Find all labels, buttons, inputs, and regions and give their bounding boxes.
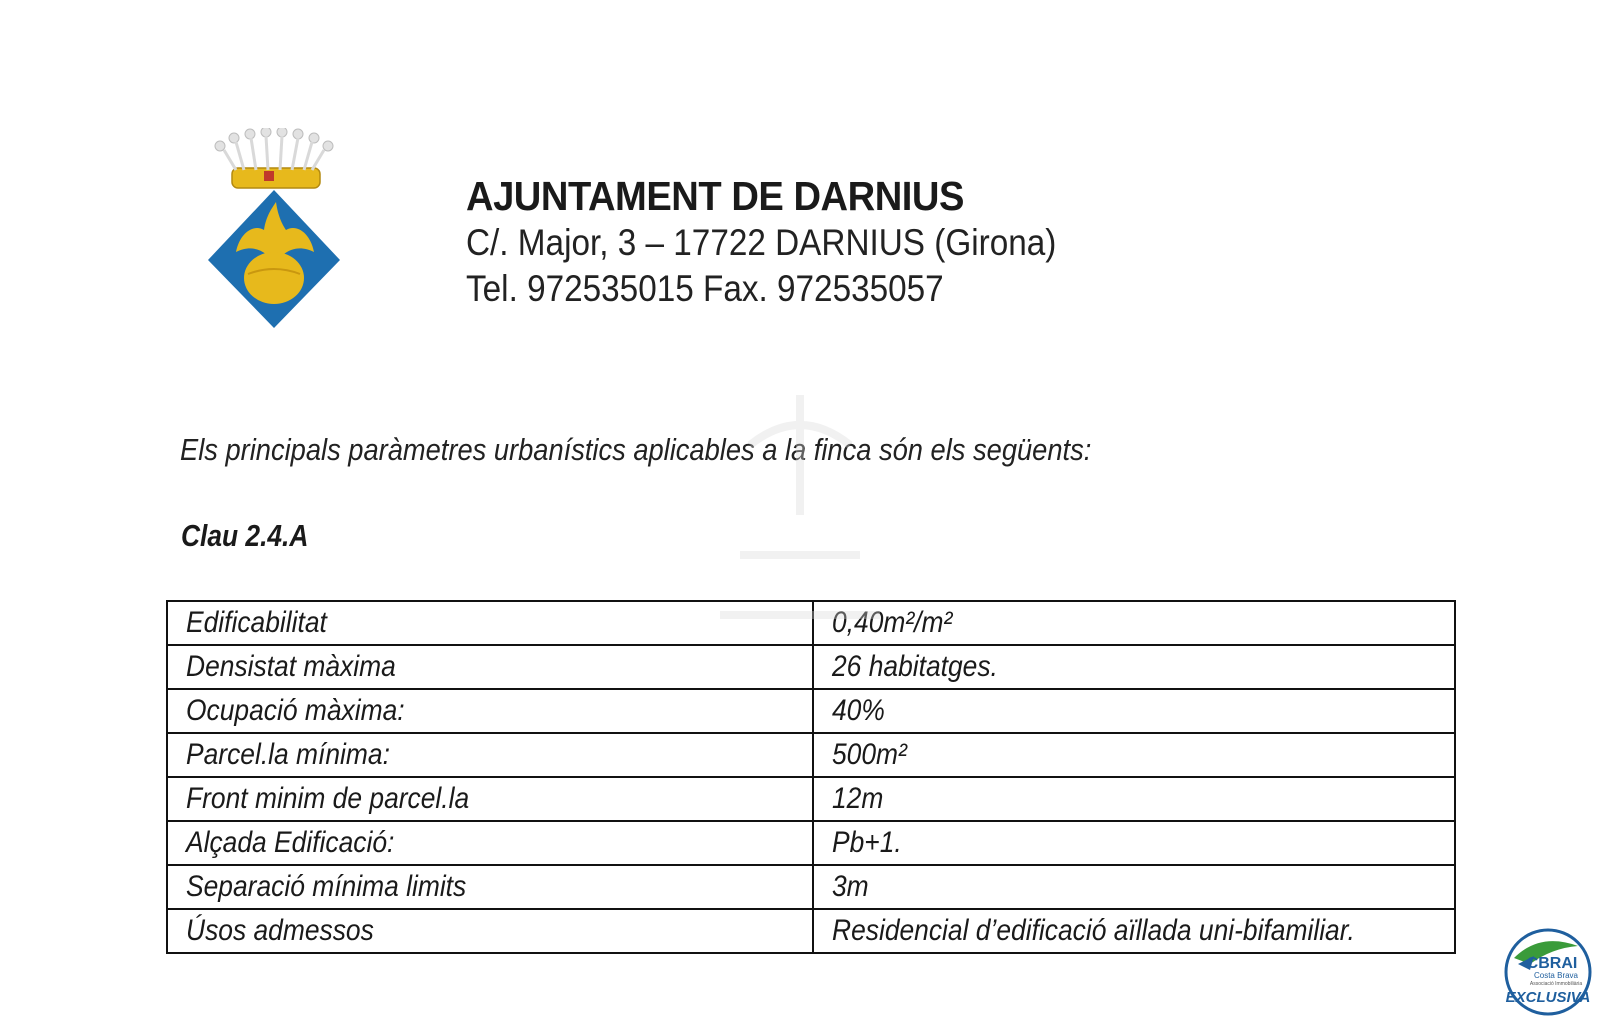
param-value: 3m [813, 865, 1455, 909]
badge-sub: Costa Brava [1533, 971, 1579, 980]
param-label: Edificabilitat [167, 601, 813, 645]
parameters-table [166, 600, 1456, 954]
table-row [167, 821, 1455, 865]
badge-sub2: Associació Immobiliària [1529, 981, 1583, 987]
table-row [167, 909, 1455, 953]
param-value: Residencial d’edificació aïllada uni-bifamiliar. [813, 909, 1455, 953]
param-label: Ocupació màxima: [167, 689, 813, 733]
org-phone-fax: Tel. 972535015 Fax. 972535057 [466, 268, 944, 309]
param-label: Alçada Edificació: [167, 821, 813, 865]
table-row [167, 777, 1455, 821]
table-row [167, 601, 1455, 645]
param-value: 500m² [813, 733, 1455, 777]
badge-name: CBRAI [1526, 955, 1578, 972]
param-label: Front minim de parcel.la [167, 777, 813, 821]
badge-tag: EXCLUSIVA [1505, 989, 1591, 1006]
intro-text: Els principals paràmetres urbanístics aplicables a la finca són els següents: [180, 432, 1092, 467]
param-value: 0,40m²/m² [813, 601, 1455, 645]
table-row [167, 733, 1455, 777]
table-row [167, 645, 1455, 689]
coat-of-arms-logo [206, 128, 342, 334]
param-label: Separació mínima limits [167, 865, 813, 909]
zoning-key: Clau 2.4.A [181, 518, 309, 553]
param-label: Densistat màxima [167, 645, 813, 689]
table-row [167, 865, 1455, 909]
param-label: Úsos admessos [167, 909, 813, 953]
org-address: C/. Major, 3 – 17722 DARNIUS (Girona) [466, 222, 1057, 263]
letterhead [466, 172, 1122, 312]
param-value: 26 habitatges. [813, 645, 1455, 689]
cbrai-exclusive-badge [1500, 928, 1596, 1020]
org-name: AJUNTAMENT DE DARNIUS [466, 173, 964, 219]
param-value: 40% [813, 689, 1455, 733]
param-value: 12m [813, 777, 1455, 821]
param-value: Pb+1. [813, 821, 1455, 865]
param-label: Parcel.la mínima: [167, 733, 813, 777]
table-row [167, 689, 1455, 733]
